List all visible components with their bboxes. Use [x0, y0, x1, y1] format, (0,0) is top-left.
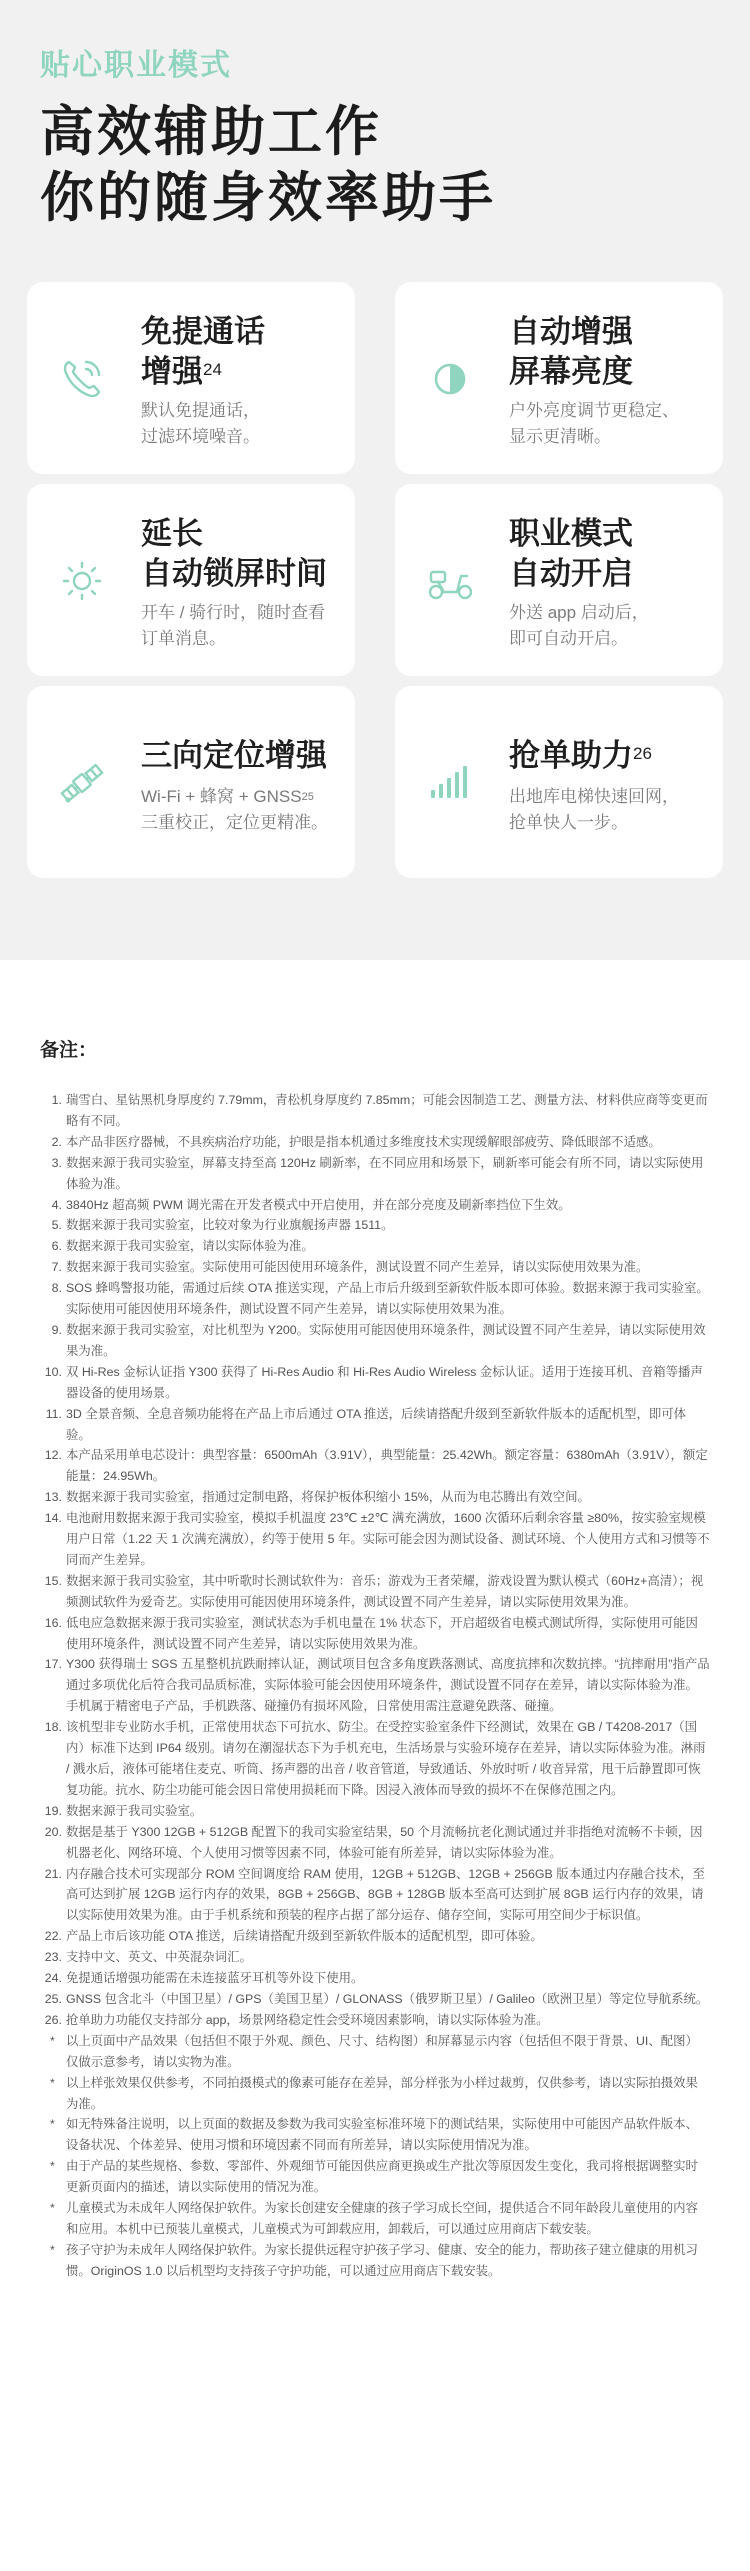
note-number: 9. — [51, 1322, 62, 1337]
note-number: 22. — [44, 1929, 62, 1944]
hero-section — [0, 0, 750, 960]
feature-card-careermode — [395, 484, 723, 676]
note-number: 1. — [51, 1093, 62, 1107]
note-number: 11. — [45, 1406, 62, 1421]
scooter-icon — [423, 554, 477, 608]
note-item — [40, 1822, 710, 1864]
note-text: 该机型非专业防水手机，正常使用状态下可抗水、防尘。在受控实验室条件下经测试，效果在 GB / T4208-2017（国内）标准下达到 IP64 级别。请勿在潮湿状态下为手机充电，生活场景与实验环境存在差异，请以实际体验为准。淋雨 / 溅水后，液体可能堵住麦克、听筒、扬声器的出音 / 收音管道，导致通话、外放时听 / 收音异常，甩干后静置即可恢复功能。抗水、防尘功能可能会因日常使用损耗而下降。因浸入液体而导致的损坏不在保修范围之内。 — [66, 1720, 706, 1797]
note-item — [40, 1257, 710, 1278]
note-text: GNSS 包含北斗（中国卫星）/ GPS（美国卫星）/ GLONASS（俄罗斯卫星）/ Galileo（欧洲卫星）等定位导航系统。 — [66, 1991, 709, 2006]
note-item — [40, 1090, 710, 1132]
note-text: 低电应急数据来源于我司实验室，测试状态为手机电量在 1% 状态下，开启超级省电模式测试所得，实际使用可能因使用环境条件，测试设置不同产生差异，请以实际使用效果为准。 — [66, 1615, 698, 1651]
note-item — [40, 2010, 710, 2031]
note-number: * — [50, 2075, 55, 2090]
feature-card-handsfree — [27, 282, 355, 474]
note-number: 19. — [44, 1803, 62, 1818]
note-text: 数据是基于 Y300 12GB + 512GB 配置下的我司实验室结果，50 个月流畅抗老化测试通过并非指绝对流畅不卡顿，因机器老化、网络环境、个人使用习惯等因素不同，体验可能有所差异，请以实际体验为准。 — [66, 1824, 703, 1860]
note-text: 以上样张效果仅供参考，不同拍摄模式的像素可能存在差异，部分样张为小样过裁剪，仅供参考，请以实际拍摄效果为准。 — [66, 2075, 698, 2111]
note-text: 数据来源于我司实验室，其中听歌时长测试软件为：音乐；游戏为王者荣耀，游戏设置为默认模式（60Hz+高清）；视频测试软件为爱奇艺。实际使用可能因使用环境条件，测试设置不同产生差异，请以实际使用效果为准。 — [66, 1573, 704, 1609]
note-text: 由于产品的某些规格、参数、零部件、外观细节可能因供应商更换或生产批次等原因发生变化，我司将根据调整实时更新页面内的描述，请以实际使用的情况为准。 — [66, 2159, 698, 2195]
note-number: 26. — [44, 2012, 62, 2027]
note-number: 4. — [51, 1197, 62, 1212]
note-text: 数据来源于我司实验室，比较对象为行业旗舰扬声器 1511。 — [66, 1218, 394, 1233]
card-desc: 默认免提通话， 过滤环境噪音。 — [141, 401, 260, 446]
note-item — [40, 2114, 710, 2156]
note-item — [40, 1968, 710, 1989]
note-text: 数据来源于我司实验室，指通过定制电路，将保护板体积缩小 15%，从而为电芯腾出有效空间。 — [66, 1490, 590, 1505]
note-item — [40, 2198, 710, 2240]
note-text: 双 Hi-Res 金标认证指 Y300 获得了 Hi-Res Audio 和 Hi-Res Audio Wireless 金标认证。适用于连接耳机、音箱等播声器设备的使用场景。 — [66, 1364, 703, 1400]
note-number: * — [50, 2033, 55, 2048]
note-text: 数据来源于我司实验室。 — [66, 1803, 203, 1818]
card-desc: 开车 / 骑行时，随时查看 订单消息。 — [141, 603, 326, 648]
note-item — [40, 1801, 710, 1822]
phone-signal-icon — [55, 352, 109, 406]
note-number: * — [50, 2201, 55, 2216]
note-text: 孩子守护为未成年人网络保护软件。为家长提供远程守护孩子学习、健康、安全的能力，帮助孩子建立健康的用机习惯。OriginOS 1.0 以后机型均支持孩子守护功能，可以通过应用商店下载安装。 — [66, 2242, 698, 2278]
note-number: * — [50, 2242, 55, 2257]
note-item — [40, 1947, 710, 1968]
note-text: 数据来源于我司实验室。实际使用可能因使用环境条件，测试设置不同产生差异，请以实际使用效果为准。 — [66, 1260, 649, 1275]
note-number: 2. — [51, 1134, 62, 1149]
headline-line-1: 高效辅助工作 — [40, 102, 382, 162]
note-text: 本产品非医疗器械，不具疾病治疗功能，护眼是指本机通过多维度技术实现缓解眼部疲劳、降低眼部不适感。 — [66, 1134, 661, 1149]
card-title: 延长 自动锁屏时间 — [141, 516, 327, 591]
card-title: 抢单助力$^{26}$ — [509, 738, 652, 773]
note-number: 24. — [44, 1971, 62, 1986]
note-item — [40, 1195, 710, 1216]
note-number: 8. — [51, 1281, 62, 1296]
card-desc: 出地库电梯快速回网， 抢单快人一步。 — [509, 787, 679, 832]
note-number: 10. — [44, 1364, 62, 1379]
note-text: Y300 获得瑞士 SGS 五星整机抗跌耐摔认证，测试项目包含多角度跌落测试、高度抗摔和次数抗摔。“抗摔耐用”指产品通过多项优化后符合我司品质标准，实际体验可能会因使用环境条件，测试设置不同存在差异，请以实际体验为准。手机属于精密电子产品，手机跌落、碰撞仍有损坏风险，日常使用需注意避免跌落、碰撞。 — [66, 1657, 710, 1714]
notes-title: 备注： — [40, 1040, 98, 1061]
note-item — [40, 1132, 710, 1153]
card-desc: Wi-Fi + 蜂窝 + $GNSS^{25}$ 三重校正，定位更精准。 — [141, 787, 328, 832]
note-number: 25. — [44, 1991, 62, 2006]
note-number: 5. — [51, 1218, 62, 1233]
note-text: 3D 全景音频、全息音频功能将在产品上市后通过 OTA 推送，后续请搭配升级到至新软件版本的适配机型，即可体验。 — [66, 1406, 687, 1442]
card-title: 自动增强 屏幕亮度 — [509, 314, 633, 389]
feature-card-positioning — [27, 686, 355, 878]
brightness-half-icon — [423, 352, 477, 406]
note-item — [40, 1487, 710, 1508]
card-desc: 户外亮度调节更稳定、 显示更清晰。 — [509, 401, 679, 446]
note-number: 23. — [44, 1950, 62, 1965]
note-text: 瑞雪白、星钻黑机身厚度约 7.79mm，青松机身厚度约 7.85mm；可能会因制造工艺、测量方法、材料供应商等变更而略有不同。 — [66, 1093, 708, 1128]
note-number: 3. — [51, 1155, 62, 1170]
note-item — [40, 2156, 710, 2198]
note-text: 数据来源于我司实验室，对比机型为 Y200。实际使用可能因使用环境条件，测试设置不同产生差异，请以实际使用效果为准。 — [66, 1322, 706, 1358]
note-text: 支持中文、英文、中英混杂词汇。 — [66, 1950, 252, 1965]
note-text: 内存融合技术可实现部分 ROM 空间调度给 RAM 使用，12GB + 512GB、12GB + 256GB 版本通过内存融合技术，至高可达到扩展 12GB 运行内存的效果，8GB + 256GB、8GB + 128GB 版本至高可达到扩展 8GB 运行内存的效果，请以实际使用效果为准。由于手机系统和预装的程序占据了部分运存、储存空间，实际可用空间少于标识值。 — [66, 1866, 705, 1923]
sun-icon — [55, 554, 109, 608]
card-title: 职业模式 自动开启 — [509, 516, 633, 591]
note-text: SOS 蜂鸣警报功能，需通过后续 OTA 推送实现，产品上市后升级到至新软件版本即可体验。数据来源于我司实验室。实际使用可能因使用环境条件，测试设置不同产生差异，请以实际使用效果为准。 — [66, 1281, 709, 1317]
note-item — [40, 1278, 710, 1320]
note-item — [40, 1508, 710, 1571]
note-text: 电池耐用数据来源于我司实验室，模拟手机温度 23℃ ±2℃ 满充满放，1600 次循环后剩余容量 ≥80%，按实验室规模用户日常（1.22 天 1 次满充满放），约等于使用 5 年。实际可能会因为测试设备、测试环境、个人使用方式和习惯等不同而产生差异。 — [66, 1511, 710, 1567]
feature-card-grab — [395, 686, 723, 878]
note-text: 免提通话增强功能需在未连接蓝牙耳机等外设下使用。 — [66, 1971, 364, 1986]
satellite-icon — [55, 756, 109, 810]
note-item — [40, 1153, 710, 1195]
card-title: 三向定位增强 — [141, 738, 327, 773]
feature-card-locktime — [27, 484, 355, 676]
note-text: 数据来源于我司实验室，屏幕支持至高 120Hz 刷新率，在不同应用和场景下，刷新率可能会有所不同，请以实际使用体验为准。 — [66, 1155, 704, 1191]
note-item — [40, 2031, 710, 2073]
note-item — [40, 1404, 710, 1446]
note-text: 本产品采用单电芯设计：典型容量：6500mAh（3.91V），典型能量：25.42Wh。额定容量：6380mAh（3.91V），额定能量：24.95Wh。 — [66, 1448, 708, 1484]
note-item — [40, 1571, 710, 1613]
note-item — [40, 1864, 710, 1927]
note-text: 如无特殊备注说明，以上页面的数据及参数为我司实验室标准环境下的测试结果，实际使用中可能因产品软件版本、设备状况、个体差异、使用习惯和环境因素不同而有所差异，请以实际使用情况为准。 — [66, 2117, 698, 2153]
note-text: 3840Hz 超高频 PWM 调光需在开发者模式中开启使用，并在部分亮度及刷新率挡位下生效。 — [66, 1197, 571, 1212]
note-number: 18. — [44, 1720, 62, 1735]
note-item — [40, 2073, 710, 2115]
headline-line-2: 你的随身效率助手 — [40, 168, 496, 228]
note-item — [40, 1717, 710, 1801]
note-item — [40, 1926, 710, 1947]
note-number: 15. — [44, 1573, 62, 1588]
feature-card-brightness — [395, 282, 723, 474]
note-item — [40, 1236, 710, 1257]
card-title: 免提通话 增强$^{24}$ — [141, 314, 265, 389]
note-number: 14. — [44, 1511, 62, 1526]
note-item — [40, 1989, 710, 2010]
note-number: 16. — [44, 1615, 62, 1630]
note-number: 6. — [51, 1239, 62, 1254]
note-text: 抢单助力功能仅支持部分 app，场景网络稳定性会受环境因素影响，请以实际体验为准。 — [66, 2012, 549, 2027]
note-number: 17. — [44, 1657, 62, 1672]
note-number: 13. — [44, 1490, 62, 1505]
note-item — [40, 1613, 710, 1655]
card-desc: 外送 app 启动后， 即可自动开启。 — [509, 603, 649, 648]
note-item — [40, 2240, 710, 2282]
note-item — [40, 1445, 710, 1487]
note-number: 7. — [51, 1260, 62, 1275]
note-item — [40, 1215, 710, 1236]
note-item — [40, 1654, 710, 1717]
note-item — [40, 1320, 710, 1362]
note-number: * — [50, 2159, 55, 2174]
note-number: 21. — [44, 1866, 62, 1881]
signal-bars-icon — [423, 756, 477, 810]
note-number: 12. — [44, 1448, 62, 1463]
note-item — [40, 1362, 710, 1404]
section-kicker: 贴心职业模式 — [40, 49, 232, 82]
note-text: 儿童模式为未成年人网络保护软件。为家长创建安全健康的孩子学习成长空间，提供适合不同年龄段儿童使用的内容和应用。本机中已预装儿童模式，儿童模式为可卸载应用，卸载后，可以通过应用商店下载安装。 — [66, 2201, 698, 2236]
note-number: * — [50, 2117, 55, 2132]
notes-list — [40, 1090, 710, 2282]
note-number: 20. — [44, 1824, 62, 1839]
note-text: 以上页面中产品效果（包括但不限于外观、颜色、尺寸、结构图）和屏幕显示内容（包括但不限于背景、UI、配图）仅做示意参考，请以实物为准。 — [66, 2033, 698, 2069]
note-text: 产品上市后该功能 OTA 推送，后续请搭配升级到至新软件版本的适配机型，即可体验。 — [66, 1929, 543, 1944]
note-text: 数据来源于我司实验室，请以实际体验为准。 — [66, 1239, 314, 1254]
